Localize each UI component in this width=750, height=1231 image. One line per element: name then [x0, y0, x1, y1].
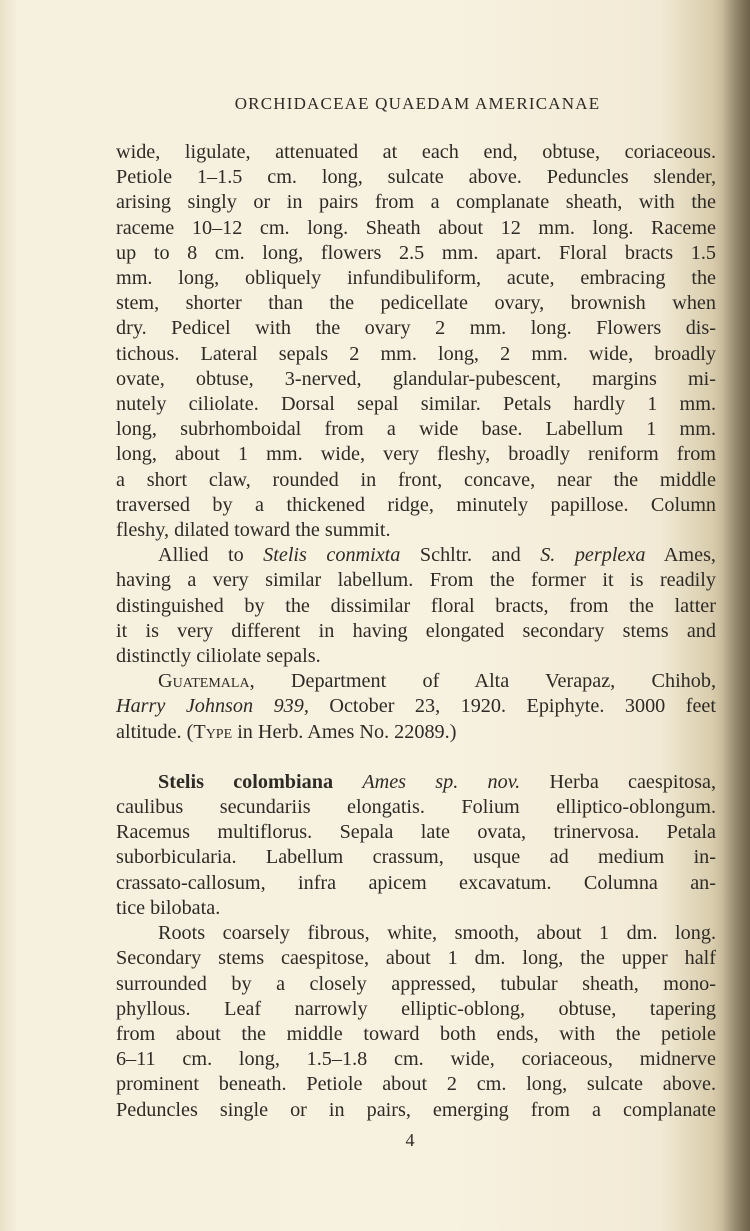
text-line [116, 543, 716, 568]
text-line: distinctly ciliolate sepals. [116, 645, 321, 668]
text-line: suborbicularia. Labellum crassum, usque ad medium in- [116, 846, 716, 869]
text-line [116, 720, 716, 745]
text-line: nutely ciliolate. Dorsal sepal similar. Petals hardly 1 mm. [116, 393, 716, 416]
text-line: Racemus multiflorus. Sepala late ovata, trinervosa. Petala [116, 821, 716, 844]
text-line: crassato-callosum, infra apicem excavatum. Columna an- [116, 871, 716, 894]
description-paragraph [116, 140, 716, 543]
text-line: prominent beneath. Petiole about 2 cm. long, sulcate above. [116, 1073, 716, 1096]
text-line: wide, ligulate, attenuated at each end, obtuse, coriaceous. [116, 141, 716, 163]
text-line [116, 669, 716, 694]
collector-name: Harry Johnson 939, [116, 695, 309, 718]
text-span: Ames, [645, 544, 716, 567]
country-name: Guatemala, [158, 670, 255, 693]
text-line: traversed by a thickened ridge, minutely papillose. Column [116, 493, 716, 516]
text-span: Herba caespitosa, [520, 770, 717, 793]
page-number: 4 [405, 1130, 415, 1150]
text-line: distinguished by the dissimilar floral bracts, from the latter [116, 594, 716, 617]
text-line: 6–11 cm. long, 1.5–1.8 cm. wide, coriaceous, midnerve [116, 1048, 716, 1071]
type-label: Type [193, 720, 233, 743]
text-line: Peduncles single or in pairs, emerging from a complanate [116, 1098, 716, 1121]
locality-paragraph [116, 669, 716, 745]
text-line: long, subrhomboidal from a wide base. Labellum 1 mm. [116, 418, 716, 441]
text-line: arising singly or in pairs from a complanate sheath, with the [116, 191, 716, 214]
text-line [116, 694, 716, 719]
text-line: surrounded by a closely appressed, tubular sheath, mono- [116, 972, 716, 995]
text-line: dry. Pedicel with the ovary 2 mm. long. Flowers dis- [116, 317, 716, 340]
text-line: Secondary stems caespitose, about 1 dm. long, the upper half [116, 947, 716, 970]
text-line: raceme 10–12 cm. long. Sheath about 12 mm. long. Raceme [116, 216, 716, 239]
text-line: long, about 1 mm. wide, very fleshy, broadly reniform from [116, 443, 716, 466]
text-line: ovate, obtuse, 3-nerved, glandular-pubescent, margins mi- [116, 367, 716, 390]
text-line: Petiole 1–1.5 cm. long, sulcate above. Peduncles slender, [116, 166, 716, 189]
text-line: stem, shorter than the pedicellate ovary, brownish when [116, 292, 716, 315]
description-paragraph-2 [116, 921, 716, 1123]
comparison-paragraph [116, 543, 716, 669]
species-name: Stelis conmixta [263, 544, 401, 567]
text-line: fleshy, dilated toward the summit. [116, 519, 391, 542]
text-span: in Herb. Ames No. 22089.) [232, 720, 457, 743]
text-line: up to 8 cm. long, flowers 2.5 mm. apart. Floral bracts 1.5 [116, 241, 716, 264]
species-authority: Ames sp. nov. [362, 770, 521, 793]
text-line: from about the middle toward both ends, with the petiole [116, 1022, 716, 1045]
text-line: Roots coarsely fibrous, white, smooth, about 1 dm. long. [158, 922, 716, 945]
text-line [116, 770, 716, 795]
species-heading: Stelis colombiana [158, 770, 334, 793]
text-span: Department of Alta Verapaz, Chihob, [254, 670, 716, 693]
text-span: Allied to [158, 544, 264, 567]
species-diagnosis [116, 770, 716, 921]
text-line: mm. long, obliquely infundibuliform, acute, embracing the [116, 267, 716, 290]
section-gap [116, 745, 716, 770]
species-name: S. perplexa [540, 544, 646, 567]
text-span: altitude. ( [116, 720, 194, 743]
text-span: Schltr. and [400, 544, 541, 567]
page-body [116, 140, 716, 1123]
text-line: tice bilobata. [116, 896, 221, 919]
text-span: October 23, 1920. Epiphyte. 3000 feet [308, 695, 717, 718]
text-line: tichous. Lateral sepals 2 mm. long, 2 mm. wide, broadly [116, 342, 716, 365]
text-line: having a very similar labellum. From the former it is readily [116, 569, 716, 592]
running-header: ORCHIDACEAE QUAEDAM AMERICANAE [234, 94, 601, 113]
text-line: it is very different in having elongated secondary stems and [116, 619, 716, 642]
text-line: a short claw, rounded in front, concave, near the middle [116, 468, 716, 491]
text-line: caulibus secundariis elongatis. Folium elliptico-oblongum. [116, 796, 716, 819]
text-line: phyllous. Leaf narrowly elliptic-oblong, obtuse, tapering [116, 997, 716, 1020]
